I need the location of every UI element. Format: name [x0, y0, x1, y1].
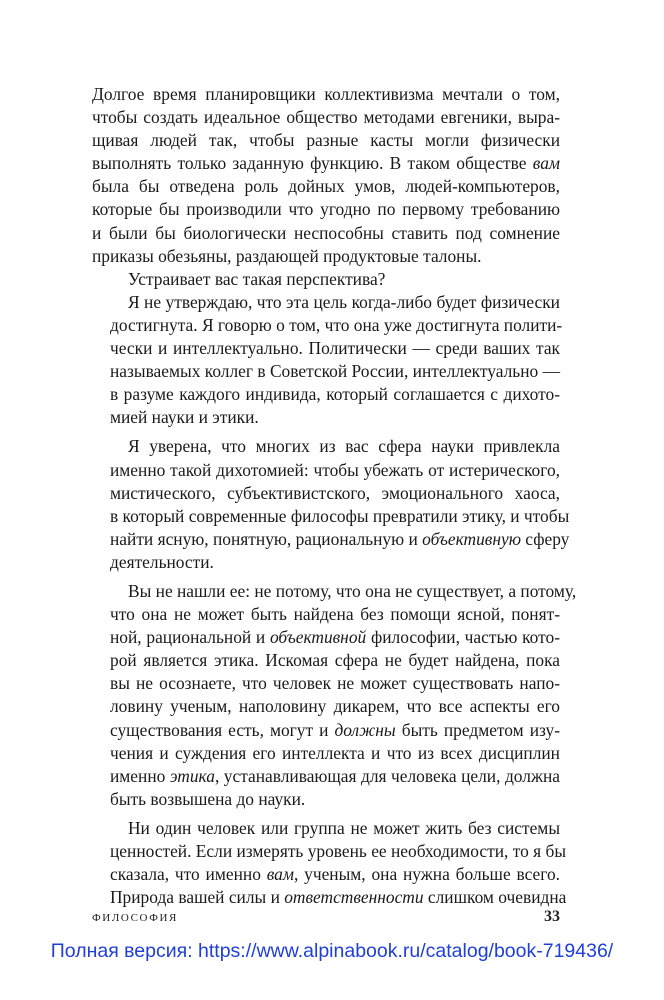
- text-line: была бы отведена роль дойных умов, людей-компьютеров,: [92, 176, 560, 197]
- text-run: сказала, что именно: [110, 864, 267, 885]
- text-line: Я не утверждаю, что эта цель когда-либо будет физически: [128, 291, 560, 312]
- text-line: [92, 863, 560, 886]
- text-line: щивая людей так, чтобы разные касты могли физически: [92, 130, 560, 151]
- text-line: [92, 886, 567, 909]
- text-line: [92, 528, 570, 551]
- paragraph-5: [92, 580, 577, 811]
- emphasis: вам: [266, 864, 294, 885]
- text-run: , устанавливающая для человека цели, должна: [214, 765, 560, 786]
- text-line: Вы не нашли ее: не потому, что она не существует, а потому,: [128, 580, 577, 601]
- text-line: мией науки и этики.: [110, 407, 259, 428]
- text-line: и были бы биологически неспособны ставить под сомнение: [92, 222, 560, 243]
- text-line: в разуме каждого индивида, который соглашается с дихото-: [110, 384, 560, 405]
- text-line: чения и суждения его интеллекта и что из всех дисциплин: [110, 742, 560, 763]
- text-line: Долгое время планировщики коллективизма мечтали о том,: [92, 84, 560, 104]
- paragraph-6: [92, 817, 567, 909]
- text-run: Природа вашей силы и: [110, 887, 285, 908]
- text-run: слишком очевидна: [423, 887, 567, 908]
- emphasis: этика: [169, 765, 215, 786]
- text-line: чтобы создать идеальное общество методами евгеники, выра-: [92, 107, 560, 128]
- text-line: Я уверена, что многих из вас сфера науки привлекла: [128, 436, 560, 457]
- text-line: рой является этика. Искомая сфера не будет найдена, пока: [110, 650, 560, 671]
- paragraph-3: [92, 291, 563, 430]
- text-run: , ученым, она нужна больше всего.: [293, 864, 560, 885]
- full-version-link[interactable]: Полная версия: https://www.alpinabook.ru/catalog/book-719436/: [50, 940, 614, 962]
- text-run: найти ясную, понятную, рациональную и: [110, 528, 423, 549]
- text-run: философии, частью кото-: [366, 627, 560, 648]
- page-number: 33: [544, 908, 560, 925]
- text-line: чески и интеллектуально. Политически — среди ваших так: [110, 338, 560, 359]
- text-line: [92, 152, 560, 175]
- text-run: ной, рациональной и: [110, 627, 270, 648]
- text-line: Устраивает вас такая перспектива?: [128, 268, 386, 289]
- page-footer: [92, 910, 560, 930]
- text-run: быть предметом изу-: [395, 719, 560, 740]
- text-line: ловину ученым, наполовину дикарем, что все аспекты его: [110, 696, 560, 717]
- text-line: [92, 719, 560, 742]
- text-run: сферу: [520, 528, 570, 549]
- text-line: в который современные философы превратили этику, и чтобы: [110, 505, 570, 526]
- text-line: Ни один человек или группа не может жить без системы: [128, 817, 560, 838]
- text-run: существования есть, могут и: [110, 719, 335, 740]
- paragraph-2: [92, 268, 560, 291]
- text-line: ценностей. Если измерять уровень ее необходимости, то я бы: [110, 841, 567, 861]
- text-line: которые бы производили что угодно по первому требованию: [92, 199, 560, 220]
- emphasis: должны: [334, 719, 396, 740]
- text-line: вы не осознаете, что человек не может существовать напо-: [110, 673, 560, 694]
- text-line: [92, 626, 560, 649]
- text-run: именно: [110, 765, 170, 786]
- text-line: мистического, субъективистского, эмоционального хаоса,: [110, 482, 560, 503]
- paragraph-1: [92, 83, 560, 268]
- text-line: деятельности.: [110, 551, 214, 572]
- running-head: ФИЛОСОФИЯ: [92, 912, 178, 924]
- text-line: [92, 765, 560, 788]
- emphasis: объективной: [269, 627, 367, 648]
- emphasis: вам: [532, 153, 560, 174]
- text-run: выполнять только заданную функцию. В таком обществе: [92, 153, 533, 174]
- text-line: приказы обезьяны, раздающей продуктовые талоны.: [92, 245, 482, 266]
- text-line: быть возвышена до науки.: [110, 788, 306, 809]
- text-line: именно такой дихотомией: чтобы убежать от истерического,: [110, 459, 560, 480]
- text-line: достигнута. Я говорю о том, что она уже достигнута полити-: [110, 314, 563, 335]
- page-body: [92, 83, 577, 909]
- text-line: называемых коллег в Советской России, интеллектуально —: [110, 361, 560, 382]
- paragraph-4: [92, 435, 570, 574]
- text-line: что она не может быть найдена без помощи ясной, понят-: [110, 604, 560, 625]
- emphasis: ответственности: [284, 887, 424, 908]
- emphasis: объективную: [422, 528, 521, 549]
